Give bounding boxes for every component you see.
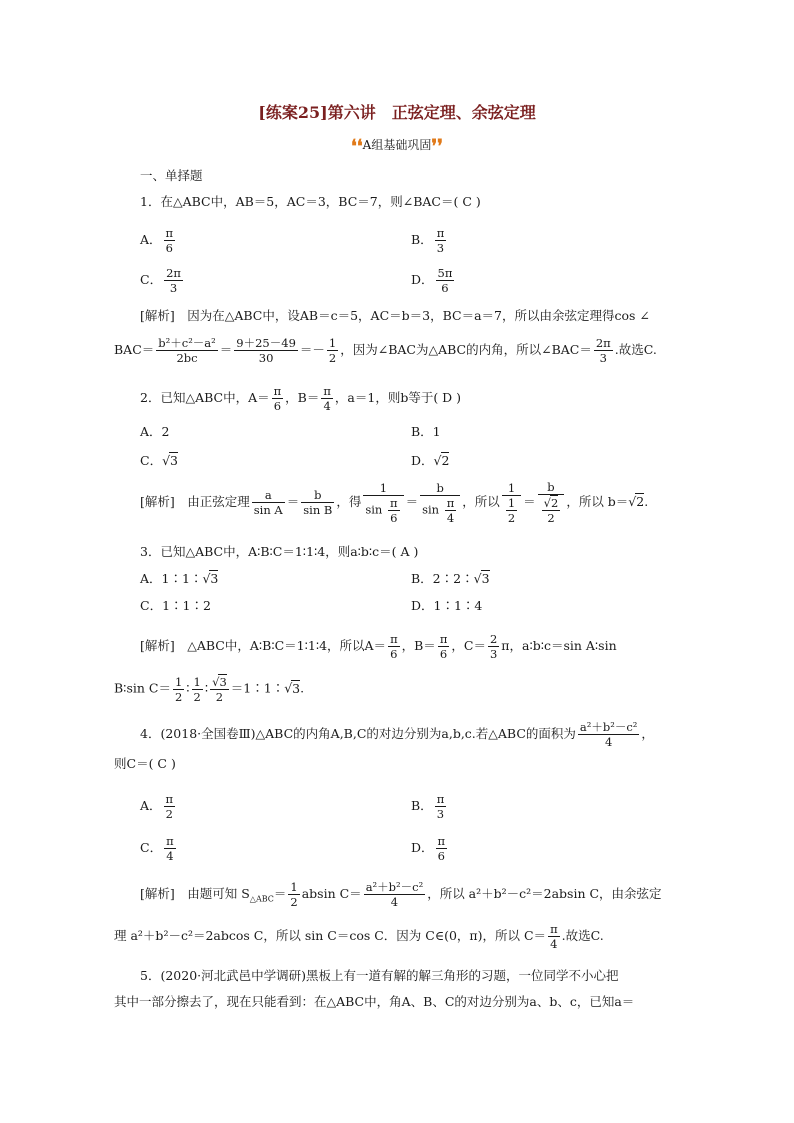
q2-option-d: D．√2 (411, 453, 450, 468)
q2-option-a: A．2 (140, 424, 170, 439)
q4-solution-line2: 理 a²＋b²－c²＝2abcos C，所以 sin C＝cos C．因为 C∈(0，π)，所以 C＝ $\frac{\pi}{4}$ .故选C. (114, 922, 604, 951)
title-bracket: [练案25] (258, 103, 328, 122)
q1-option-b: B． $\frac{\pi}{3}$ (411, 226, 445, 255)
group-label: A组基础巩固 (362, 138, 432, 152)
close-quote-icon: ❜❜ (431, 136, 443, 157)
section-heading: 一、单择题 (140, 168, 203, 183)
q4-solution-line1: [解析] 由题可知 $S_{\triangle ABC}=$ $\frac{1}{2}$ absin C＝ $\frac{\text{a²＋b²－c²}}{4}$ ，所以 a²＋b²－c²＝2absin C，由余弦定 (140, 880, 662, 909)
q4-option-a: A． $\frac{\pi}{2}$ (140, 792, 174, 821)
q1-option-d: D． $\frac{5\pi}{6}$ (411, 266, 453, 295)
page-title (0, 100, 794, 123)
open-quote-icon: ❛❛ (351, 136, 363, 157)
q3-option-c: C．1∶1∶2 (140, 598, 211, 613)
title-topic: 正弦定理、余弦定理 (391, 103, 536, 122)
q4-option-b: B． $\frac{\pi}{3}$ (411, 792, 445, 821)
q3-solution-line2: B∶sin C＝ $\frac{1}{2}$ ∶ $\frac{1}{2}$ ∶ $\frac{√3}{2}$ ＝1∶1∶√3. (114, 674, 305, 704)
q3-option-d: D．1∶1∶4 (411, 598, 483, 613)
q1-option-c: C． $\frac{2\pi}{3}$ (140, 266, 181, 295)
q5-line1: 5．(2020·河北武邑中学调研)黑板上有一道有解的解三角形的习题，一位同学不小心把 (140, 968, 619, 983)
q1-solution-line2: BAC＝ $\frac{\text{b²＋c²－a²}}{2bc}$ ＝ $\frac{9+25-49}{30}$ ＝－ $\frac{1}{2}$ ，因为∠BAC为△ABC的内角，所以∠BAC＝ $\frac{2\pi}{3}$ .故选C. (114, 336, 657, 365)
q2-stem: 2．已知△ABC中，A＝ $\frac{\pi}{6}$ ，B＝ $\frac{\pi}{4}$ ，a＝1，则b等于( D ) (140, 384, 462, 413)
q3-solution-line1: [解析] △ABC中，A∶B∶C＝1∶1∶4，所以A＝ $\frac{\pi}{6}$ ，B＝ $\frac{\pi}{6}$ ，C＝ $\frac{2}{3}$ π，a∶b∶c＝sin A∶sin (140, 632, 617, 661)
q5-line2: 其中一部分擦去了，现在只能看到：在△ABC中，角A、B、C的对边分别为a、b、c，已知a＝ (114, 994, 635, 1009)
q4-stem-line2: 则C＝( C ) (114, 756, 176, 771)
q3-option-b: B．2∶2∶√3 (411, 571, 490, 586)
q1-option-a: A． $\frac{\pi}{6}$ (140, 226, 174, 255)
q1-stem: 1．在△ABC中，AB＝5，AC＝3，BC＝7，则∠BAC＝( C ) (140, 194, 481, 209)
group-badge (0, 136, 794, 157)
q4-option-d: D． $\frac{\pi}{6}$ (411, 834, 446, 863)
q4-option-c: C． $\frac{\pi}{4}$ (140, 834, 174, 863)
q2-option-b: B．1 (411, 424, 441, 439)
q3-option-a: A．1∶1∶√3 (140, 571, 219, 586)
title-lecture: 第六讲 (327, 103, 376, 122)
q1-solution-line1: [解析] 因为在△ABC中，设AB＝c＝5，AC＝b＝3，BC＝a＝7，所以由余弦定理得cos ∠ (140, 308, 650, 323)
q2-solution: [解析] 由正弦定理 $\frac{a}{\text{sin A}}$ ＝ $\frac{b}{\text{sin B}}$ ，得 1 sin $\frac{\pi}{6}$ ＝ b sin $\frac{\pi}{4}$ ，所以 $\frac{1}{\frac{1}{2}}$ ＝ $\frac{b}{\frac{√2}{2}}$ ，所以 b＝√2. (140, 480, 649, 525)
q2-option-c: C．√3 (140, 453, 178, 468)
q3-stem: 3．已知△ABC中，A∶B∶C＝1∶1∶4，则a∶b∶c＝( A ) (140, 544, 419, 559)
q4-stem: 4．(2018·全国卷Ⅲ)△ABC的内角A,B,C的对边分别为a,b,c.若△ABC的面积为 $\frac{\text{a²＋b²－c²}}{4}$ ， (140, 720, 654, 749)
